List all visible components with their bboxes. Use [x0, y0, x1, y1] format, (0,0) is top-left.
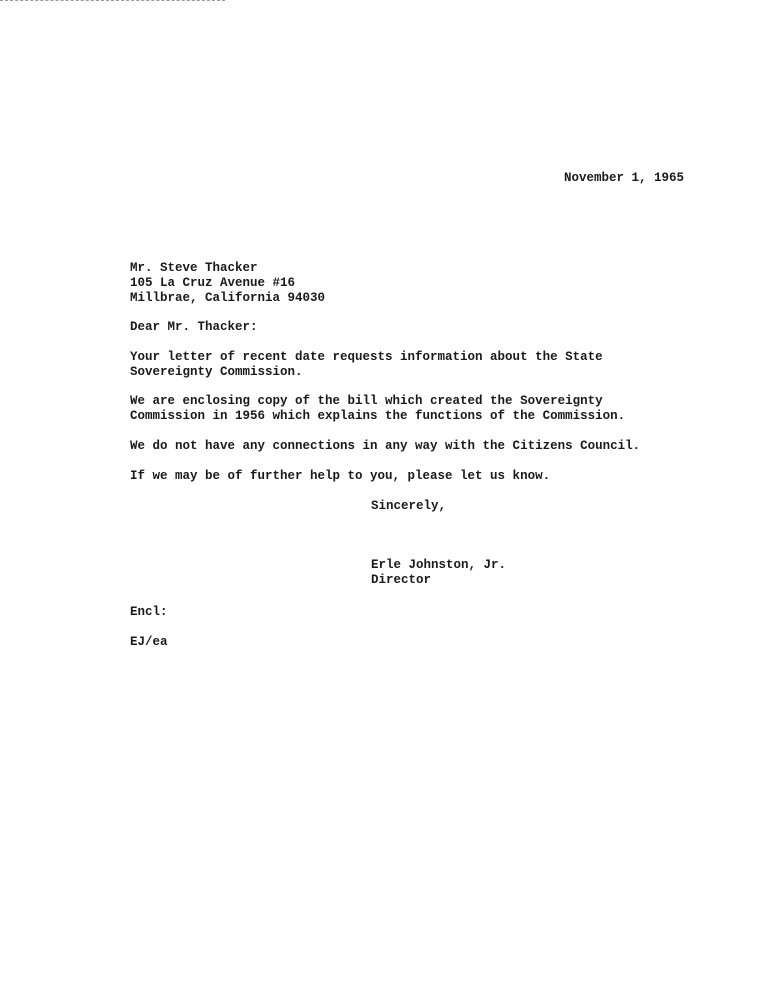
recipient-city: Millbrae, California 94030	[130, 291, 326, 305]
top-dashed-rule	[0, 0, 225, 1]
signature-title: Director	[371, 573, 432, 587]
enclosure-note: Encl:	[130, 605, 168, 619]
letter-date: November 1, 1965	[564, 171, 685, 185]
salutation: Dear Mr. Thacker:	[130, 320, 258, 334]
closing: Sincerely,	[371, 499, 447, 513]
reference-initials: EJ/ea	[130, 635, 168, 649]
paragraph-2-line-1: We are enclosing copy of the bill which created the Sovereignty	[130, 394, 603, 408]
paragraph-1-line-1: Your letter of recent date requests information about the State	[130, 350, 603, 364]
paragraph-1-line-2: Sovereignty Commission.	[130, 365, 303, 379]
recipient-street: 105 La Cruz Avenue #16	[130, 276, 296, 290]
signature-name: Erle Johnston, Jr.	[371, 558, 507, 572]
recipient-name: Mr. Steve Thacker	[130, 261, 258, 275]
paragraph-2-line-2: Commission in 1956 which explains the functions of the Commission.	[130, 409, 626, 423]
paragraph-3: We do not have any connections in any way with the Citizens Council.	[130, 439, 641, 453]
paragraph-4: If we may be of further help to you, please let us know.	[130, 469, 551, 483]
